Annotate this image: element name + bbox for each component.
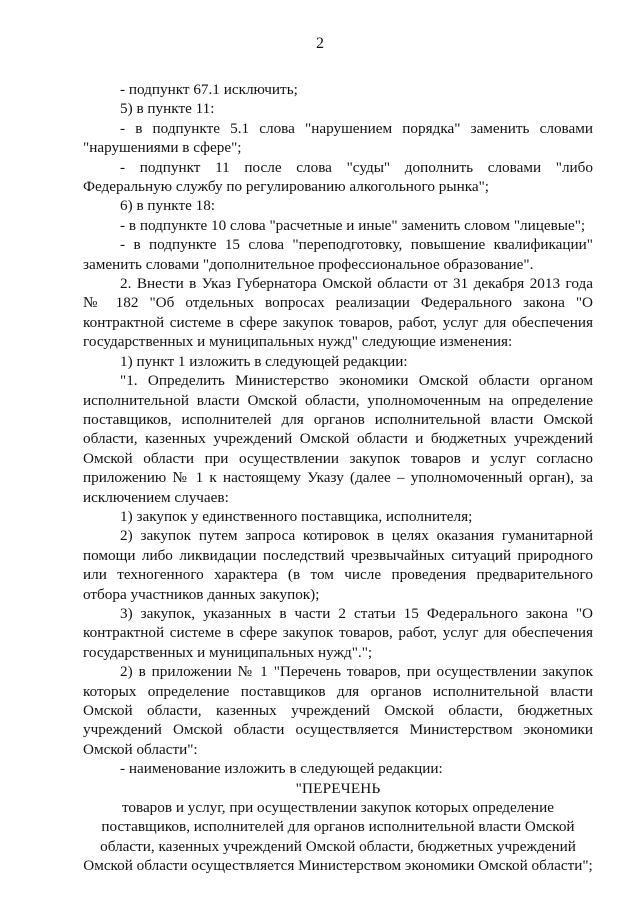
paragraph: 6) в пункте 18: xyxy=(120,197,216,215)
paragraph: "1. Определить Министерство экономики Омской области органом исполнительной власти Омской области, уполномоченным на определение поставщиков, исполнителей для органов исполнительной власти Омской области, казенных учреждений Омской области и бюджетных учреждений Омской области при осуществлении закупок товаров и услуг согласно приложению № 1 к настоящему Указу (далее – уполномоченный орган), за исключением случаев: xyxy=(83,372,593,506)
list-subtitle: товаров и услуг, при осуществлении закупок которых определение поставщиков, исполнителей для органов исполнительной власти Омской области, казенных учреждений Омской области, бюджетных учреждений Омской области осуществляется Министерством экономики Омской области"; xyxy=(83,799,593,875)
paragraph: - в подпункте 5.1 слова "нарушением порядка" заменить словами "нарушениями в сфере"; xyxy=(83,119,593,157)
paragraph: 5) в пункте 11: xyxy=(120,100,215,118)
paragraph: - подпункт 11 после слова "суды" дополнить словами "либо Федеральную службу по регулированию алкогольного рынка"; xyxy=(83,158,593,196)
document-body xyxy=(83,80,593,876)
paragraph: - подпункт 67.1 исключить; xyxy=(120,81,298,98)
page-number: 2 xyxy=(316,35,324,52)
paragraph: - в подпункте 10 слова "расчетные и иные" заменить словом "лицевые"; xyxy=(120,216,586,234)
paragraph: 1) пункт 1 изложить в следующей редакции: xyxy=(120,352,408,370)
paragraph: 1) закупок у единственного поставщика, исполнителя; xyxy=(120,507,473,525)
paragraph: - наименование изложить в следующей редакции: xyxy=(120,760,443,778)
paragraph: 2) закупок путем запроса котировок в целях оказания гуманитарной помощи либо ликвидации последствий чрезвычайных ситуаций природного или техногенного характера (в том числе проведения предварительного отбора участников данных закупок); xyxy=(83,527,593,603)
paragraph: - в подпункте 15 слова "переподготовку, повышение квалификации" заменить словами "дополнительное профессиональное образование". xyxy=(83,236,593,273)
paragraph: 2) в приложении № 1 "Перечень товаров, при осуществлении закупок которых определение поставщиков для органов исполнительной власти Омской области, казенных учреждений Омской области, бюджетных учреждений Омской области осуществляется Министерством экономики Омской области": xyxy=(83,663,593,758)
paragraph: 3) закупок, указанных в части 2 статьи 15 Федерального закона "О контрактной системе в сфере закупок товаров, работ, услуг для обеспечения государственных и муниципальных нужд"."; xyxy=(83,604,593,661)
list-title: "ПЕРЕЧЕНЬ xyxy=(295,779,381,797)
paragraph: 2. Внести в Указ Губернатора Омской области от 31 декабря 2013 года № 182 "Об отдельных вопросах реализации Федерального закона "О контрактной системе в сфере закупок товаров, работ, услуг для обеспечения государственных и муниципальных нужд" следующие изменения: xyxy=(83,275,593,351)
